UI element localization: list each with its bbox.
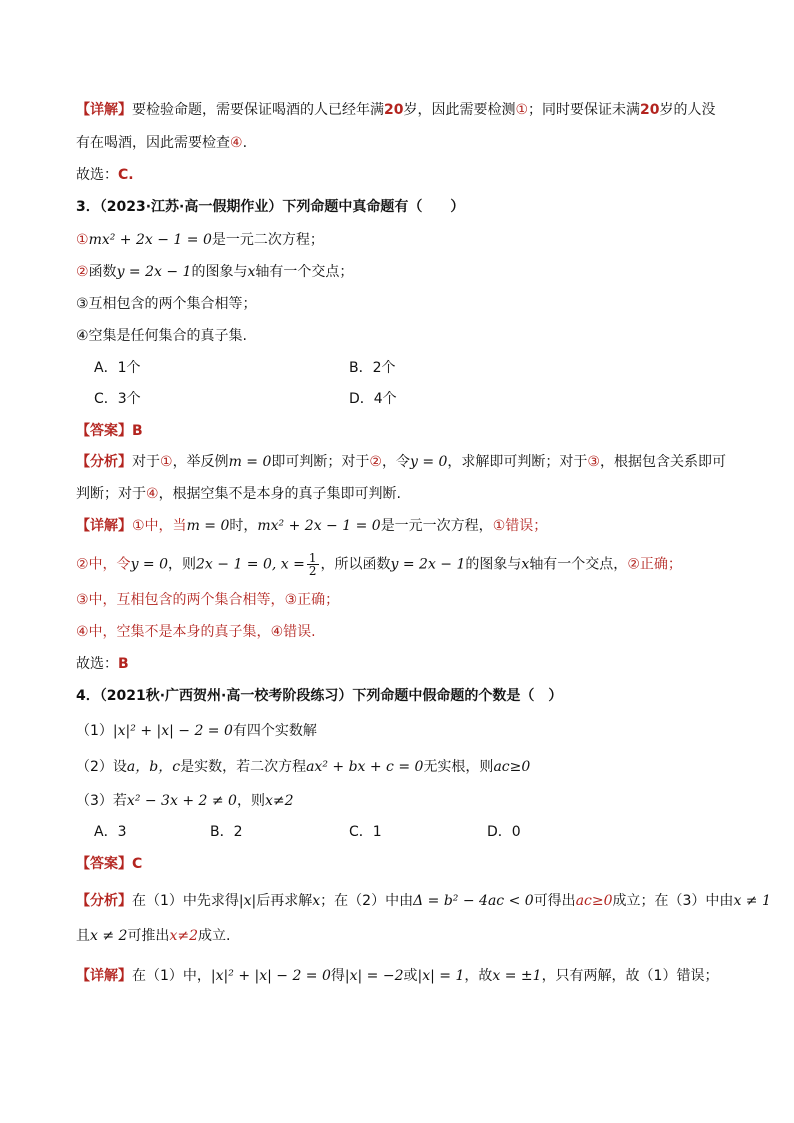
q4-option-a: A．3 <box>94 824 127 840</box>
q4-option-d: D．0 <box>487 824 521 840</box>
q3-option-d: D．4个 <box>349 391 397 407</box>
q4-item-1: （1）|x|² + |x| − 2 = 0有四个实数解 <box>76 723 317 739</box>
q3-analysis-line-1: 【分析】对于①，举反例m = 0即可判断；对于②，令y = 0，求解即可判断；对于③，根据包含关系即可 <box>76 454 726 470</box>
q3-option-c: C．3个 <box>94 391 141 407</box>
question-3-header: 3．（2023·江苏·高一假期作业）下列命题中真命题有（ ） <box>76 199 465 215</box>
q4-item-2: （2）设a，b，c是实数，若二次方程ax² + bx + c = 0无实根，则ac≥0 <box>76 759 531 775</box>
q3-item-1: ①mx² + 2x − 1 = 0是一元二次方程； <box>76 232 324 248</box>
q3-detail-line-3: ③中，互相包含的两个集合相等，③正确； <box>76 592 340 608</box>
q3-item-3: ③互相包含的两个集合相等； <box>76 296 257 312</box>
q3-detail-line-4: ④中，空集不是本身的真子集，④错误. <box>76 624 316 640</box>
detail-tag: 【详解】 <box>76 102 132 118</box>
q3-option-a: A．1个 <box>94 360 141 376</box>
q4-analysis-line-1: 【分析】在（1）中先求得|x|后再求解x；在（2）中由Δ = b² − 4ac < 0可得出ac≥0成立；在（3）中由x ≠ 1 <box>76 893 771 909</box>
q4-option-c: C．1 <box>349 824 382 840</box>
q4-analysis-line-2: 且x ≠ 2可推出x≠2成立. <box>76 928 231 944</box>
q3-answer: 【答案】B <box>76 423 143 439</box>
q3-choose-line: 故选：B <box>76 656 129 672</box>
q3-detail-line-1: 【详解】①中，当m = 0时，mx² + 2x − 1 = 0是一元一次方程，①错误； <box>76 518 548 534</box>
q4-option-b: B．2 <box>210 824 243 840</box>
detail-line-1: 【详解】要检验命题，需要保证喝酒的人已经年满20岁，因此需要检测①；同时要保证未满20岁的人没 <box>76 102 716 118</box>
detail-line-2: 有在喝酒，因此需要检查④. <box>76 135 248 151</box>
fraction-one-half: $\frac{1}{2}$ <box>308 551 317 578</box>
q3-analysis-line-2: 判断；对于④，根据空集不是本身的真子集即可判断. <box>76 486 402 502</box>
q4-item-3: （3）若x² − 3x + 2 ≠ 0，则x≠2 <box>76 793 294 809</box>
q3-item-2: ②函数y = 2x − 1的图象与x轴有一个交点； <box>76 264 354 280</box>
choose-line: 故选：C. <box>76 167 134 183</box>
q4-detail-line-1: 【详解】在（1）中，|x|² + |x| − 2 = 0得|x| = −2或|x| = 1，故x = ±1，只有两解，故（1）错误； <box>76 968 719 984</box>
q3-option-b: B．2个 <box>349 360 396 376</box>
question-4-header: 4．（2021秋·广西贺州·高一校考阶段练习）下列命题中假命题的个数是（ ） <box>76 688 563 704</box>
q3-detail-line-2: ②中，令y = 0，则2x − 1 = 0, x = $\frac{1}{2}$ ，所以函数y = 2x − 1的图象与x轴有一个交点，②正确； <box>76 551 682 578</box>
q3-item-4: ④空集是任何集合的真子集. <box>76 328 248 344</box>
q4-answer: 【答案】C <box>76 856 143 872</box>
